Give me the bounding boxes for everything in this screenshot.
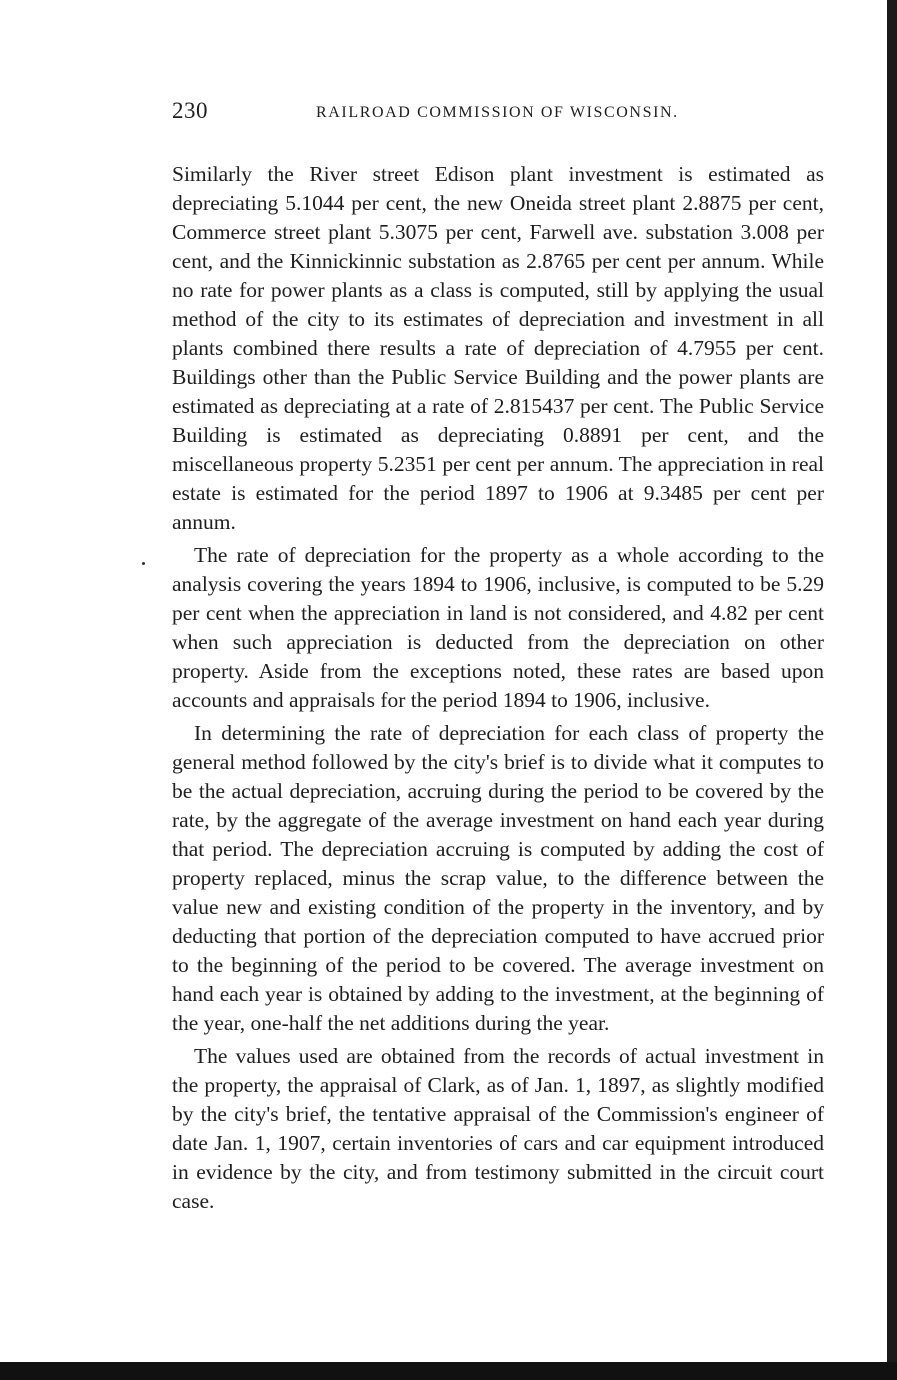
paragraph-1: Similarly the River street Edison plant investment is estimated as depreciating 5.1044 per cent, the new Oneida street plant 2.8875 per cent, Commerce street plant 5.3075 per cent, Farwell ave. substation 3.008 per cent, and the Kinnickinnic substation as 2.8765 per cent per annum. While no rate for power plants as a class is computed, still by applying the usual method of the city to its estimates of depreciation and investment in all plants combined there results a rate of depreciation of 4.7955 per cent. Buildings other than the Public Service Building and the power plants are estimated as depreciating at a rate of 2.815437 per cent. The Public Service Building is estimated as depreciating 0.8891 per cent, and the miscellaneous property 5.2351 per cent per annum. The appreciation in real estate is estimated for the period 1897 to 1906 at 9.3485 per cent per annum.	[172, 162, 824, 534]
margin-speck	[142, 562, 145, 565]
scan-right-edge	[887, 0, 897, 1362]
scan-bottom-edge	[0, 1362, 897, 1380]
running-head: RAILROAD COMMISSION OF WISCONSIN.	[316, 104, 679, 121]
paragraph-3: In determining the rate of depreciation for each class of property the general method followed by the city's brief is to divide what it computes to be the actual depreciation, accruing during the period to be covered by the rate, by the aggregate of the average investment on hand each year during that period. The depreciation accruing is computed by adding the cost of property replaced, minus the scrap value, to the difference between the value new and existing condition of the property in the inventory, and by deducting that portion of the depreciation computed to have accrued prior to the beginning of the period to be covered. The average investment on hand each year is obtained by adding to the investment, at the beginning of the year, one-half the net additions during the year.	[172, 721, 824, 1035]
page-header	[172, 98, 824, 128]
page-number: 230	[172, 98, 208, 123]
body-text	[172, 160, 824, 1220]
paragraph-2: The rate of depreciation for the property as a whole according to the analysis covering the years 1894 to 1906, inclusive, is computed to be 5.29 per cent when the appreciation in land is not considered, and 4.82 per cent when such appreciation is deducted from the depreciation on other property. Aside from the exceptions noted, these rates are based upon accounts and appraisals for the period 1894 to 1906, inclusive.	[172, 543, 824, 712]
paragraph-4: The values used are obtained from the records of actual investment in the property, the appraisal of Clark, as of Jan. 1, 1897, as slightly modified by the city's brief, the tentative appraisal of the Commission's engineer of date Jan. 1, 1907, certain inventories of cars and car equipment introduced in evidence by the city, and from testimony submitted in the circuit court case.	[172, 1044, 824, 1213]
